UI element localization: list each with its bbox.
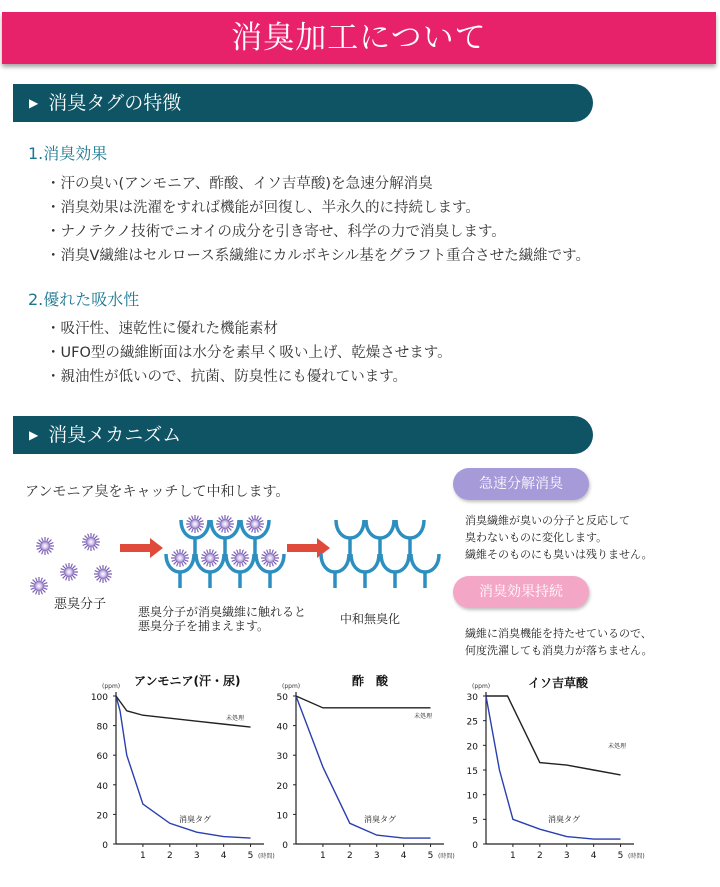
note-line: 消臭繊維が臭いの分子と反応して [465,514,630,527]
y-tick-label: 10 [466,791,478,802]
section-header-mechanism [13,416,593,454]
y-tick-label: 20 [466,742,478,753]
y-unit-label: (ppm) [282,683,301,690]
odor-molecule-icon [231,549,249,567]
note-line: 繊維に消臭機能を持たせているので、 [465,627,652,640]
section-header-features [13,84,593,122]
list-item: ・消臭V繊維はセルロース系繊維にカルボキシル基をグラフト重合させた繊維です。 [46,248,591,264]
odor-molecule-icon [82,533,100,551]
odor-molecule-icon [30,577,48,595]
subheading-deodorizing-effect: 1.消臭効果 [28,144,108,163]
odor-molecule-icon [60,563,78,581]
x-unit-label: (時間) [258,853,275,860]
y-tick-label: 30 [466,693,478,703]
treated-series-label: 消臭タグ [364,815,396,824]
capture-label-line: 悪臭分子が消臭繊維に触れると [138,605,307,619]
odor-molecule-icon [216,515,234,533]
rapid-decomposition-note [465,512,653,563]
y-tick-label: 0 [282,841,288,851]
x-tick-label: 2 [536,851,543,861]
arrow-right-icon [120,538,163,558]
chart-title-acetic: 酢 酸 [352,674,389,688]
y-tick-label: 50 [276,693,288,703]
odor-molecule-icon [201,549,219,567]
capture-label-line: 悪臭分子を捕まえます。 [138,619,270,633]
x-unit-label: (時間) [438,853,455,860]
x-tick-label: 4 [220,851,227,861]
x-tick-label: 5 [427,851,434,861]
isovaleric-acid-chart [450,676,650,861]
list-item: ・ナノテクノ技術でニオイの成分を引き寄せ、科学の力で消臭します。 [46,224,506,240]
capture-label [138,605,306,633]
x-tick-label: 5 [617,851,624,861]
subheading-absorbency: 2.優れた吸水性 [28,290,140,309]
y-tick-label: 15 [466,767,478,777]
neutralized-label: 中和無臭化 [340,612,401,626]
x-tick-label: 2 [346,851,353,861]
odor-molecule-icon [246,515,264,533]
x-tick-label: 3 [563,851,570,861]
fibers-capturing-group [166,515,284,588]
y-tick-label: 0 [102,841,108,851]
rapid-decomposition-badge: 急速分解消臭 [453,468,589,500]
y-tick-label: 5 [472,816,478,827]
chart-title-ammonia: アンモニア(汗・尿) [134,674,241,688]
untreated-series-line [486,696,621,775]
y-unit-label: (ppm) [472,683,491,690]
section-title: 消臭メカニズム [48,424,182,446]
list-item: ・消臭効果は洗濯をすれば機能が回復し、半永久的に持続します。 [46,200,480,216]
lasting-effect-note [465,625,653,659]
untreated-series-line [116,696,251,727]
y-tick-label: 20 [276,781,288,792]
y-tick-label: 60 [96,752,108,763]
x-tick-label: 5 [247,851,254,861]
list-item: ・親油性が低いので、抗菌、防臭性にも優れています。 [46,369,408,385]
section-title: 消臭タグの特徴 [48,92,182,114]
bullet-list-absorbency [46,317,452,389]
x-tick-label: 1 [140,851,146,861]
y-tick-label: 30 [276,752,288,763]
treated-series-label: 消臭タグ [548,815,580,824]
odor-molecule-icon [186,515,204,533]
list-item: ・汗の臭い(アンモニア、酢酸、イソ吉草酸)を急速分解消臭 [46,176,433,192]
fibers-neutralized-group [321,520,439,588]
treated-series-label: 消臭タグ [179,815,211,824]
lasting-effect-badge: 消臭効果持続 [453,576,589,608]
y-tick-label: 40 [96,781,108,792]
arrow-right-icon [287,538,330,558]
odor-molecule-icon [261,549,279,567]
x-tick-label: 4 [400,851,407,861]
list-item: ・UFO型の繊維断面は水分を素早く吸い上げ、乾燥させます。 [46,345,452,361]
note-line: 繊維そのものにも臭いは残りません。 [465,548,653,561]
y-tick-label: 0 [472,841,478,851]
mechanism-intro: アンモニア臭をキャッチして中和します。 [25,484,290,500]
odor-molecule-label: 悪臭分子 [54,597,107,612]
odor-molecule-icon [171,549,189,567]
list-item: ・吸汗性、速乾性に優れた機能素材 [46,321,278,337]
y-tick-label: 25 [466,717,478,728]
untreated-series-line [296,696,431,708]
untreated-series-label: 未処理 [226,715,245,722]
y-tick-label: 40 [276,722,288,733]
y-tick-label: 80 [96,722,108,733]
odor-molecules-group [30,533,112,595]
odor-molecule-icon [94,565,112,583]
x-unit-label: (時間) [628,853,645,860]
y-unit-label: (ppm) [102,683,121,690]
y-tick-label: 10 [276,811,288,822]
chart-title-isovaleric: イソ吉草酸 [528,676,589,690]
acetic-acid-chart [272,676,462,861]
x-tick-label: 2 [166,851,173,861]
triangle-right-icon: ▶ [29,96,39,110]
x-tick-label: 4 [590,851,597,861]
untreated-series-label: 未処理 [414,713,433,720]
triangle-right-icon: ▶ [29,428,39,442]
note-line: 臭わないものに変化します。 [465,531,608,544]
x-tick-label: 3 [193,851,200,861]
odor-molecule-icon [36,537,54,555]
page-banner [2,12,716,64]
note-line: 何度洗濯しても消臭力が落ちません。 [465,644,653,657]
untreated-series-label: 未処理 [608,743,627,750]
x-tick-label: 3 [373,851,380,861]
ammonia-chart [84,676,284,861]
x-tick-label: 1 [320,851,326,861]
y-tick-label: 20 [96,811,108,822]
page-title: 消臭加工について [231,20,487,56]
y-tick-label: 100 [90,693,108,703]
bullet-list-effect [46,172,590,268]
x-tick-label: 1 [510,851,516,861]
